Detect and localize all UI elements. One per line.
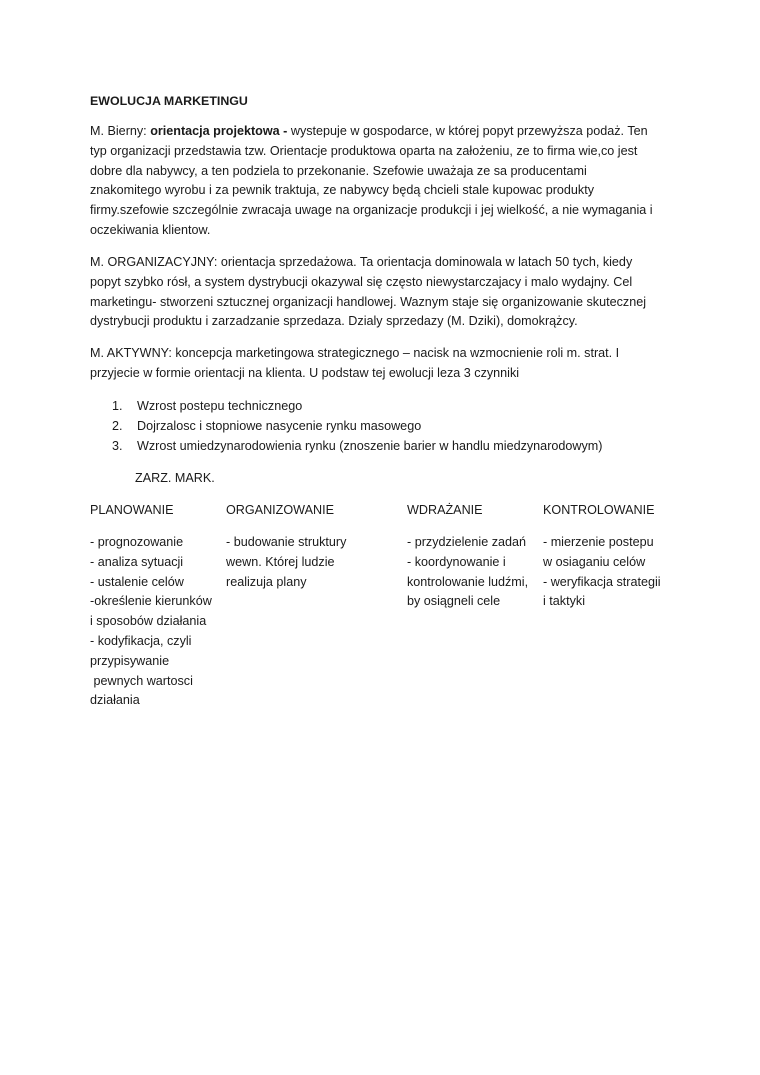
paragraph-line: przyjecie w formie orientacji na klienta. U podstaw tej ewolucji leza 3 czynniki [90,365,520,380]
column-line: -określenie kierunków [90,594,212,609]
column-line: pewnych wartosci [90,673,193,688]
column-wdrazanie [407,501,537,612]
paragraph-line: firmy.szefowie szczególnie zwracaja uwage na organizacje produkcji i jej wielkość, a nie wymagania i [90,203,653,218]
column-line: - przydzielenie zadań [407,535,527,549]
list-text: Dojrzalosc i stopniowe nasycenie rynku masowego [137,418,422,433]
column-header: ORGANIZOWANIE [226,503,334,517]
column-line: - mierzenie postepu [543,535,654,549]
paragraph-line: M. AKTYWNY: koncepcja marketingowa strategicznego – nacisk na wzmocnienie roli m. strat. I [90,346,620,360]
paragraph-line: marketingu- stworzeni sztucznej organizacji handlowej. Waznym staje się organizowanie skutecznej [90,294,647,309]
list-text: Wzrost umiedzynarodowienia rynku (znoszenie barier w handlu miedzynarodowym) [137,438,603,453]
paragraph-prefix: M. Bierny: [90,124,151,138]
paragraph-line-text: wystepuje w gospodarce, w której popyt przewyższa podaż. Ten [290,124,648,138]
paragraph-aktywny [90,344,680,384]
paragraph-line: dystrybucji produktu i zarzadzanie sprzedaza. Dzialy sprzedazy (M. Dziki), domokrążcy. [90,314,578,329]
column-line: - koordynowanie i [407,554,506,569]
column-line: i taktyki [543,594,585,609]
list-number: 1. [112,399,123,413]
document-title: EWOLUCJA MARKETINGU [90,94,248,108]
column-planowanie [90,501,220,711]
column-line: - prognozowanie [90,535,184,549]
paragraph-bierny [90,122,680,241]
column-line: - analiza sytuacji [90,554,184,569]
column-line: w osiaganiu celów [543,554,646,569]
list-text: Wzrost postepu technicznego [137,399,303,413]
column-header: KONTROLOWANIE [543,503,655,517]
column-line: przypisywanie [90,653,170,668]
column-header: PLANOWANIE [90,503,174,517]
column-line: - budowanie struktury [226,535,347,549]
paragraph-line: M. ORGANIZACYJNY: orientacja sprzedażowa. Ta orientacja dominowala w latach 50 tych, kiedy [90,255,633,269]
column-line: - weryfikacja strategii [543,574,661,589]
column-line: wewn. Której ludzie [226,554,335,569]
column-line: - kodyfikacja, czyli [90,633,192,648]
column-organizowanie [226,501,396,592]
list-item [112,437,602,457]
section-label: ZARZ. MARK. [135,471,215,485]
column-line: kontrolowanie ludźmi, [407,574,529,589]
paragraph-line: dobre dla nabywcy, a ten podziela to przekonanie. Szefowie uważaja ze sa producentami [90,163,587,178]
column-line: działania [90,693,140,708]
list-item [112,417,602,437]
paragraph-organizacyjny [90,253,680,332]
column-header: WDRAŻANIE [407,503,483,517]
paragraph-line: typ organizacji przedstawia tzw. Orientacje produktowa oparta na założeniu, ze to firma wie,co jest [90,143,638,158]
paragraph-line [90,122,680,142]
column-line: i sposobów działania [90,614,207,629]
list-number: 3. [112,438,123,453]
column-kontrolowanie [543,501,673,612]
bold-term: orientacja projektowa - [150,124,291,138]
paragraph-line: oczekiwania klientow. [90,222,211,237]
column-line: - ustalenie celów [90,574,184,589]
paragraph-line: znakomitego wyrobu i za pewnik traktuja, ze nabywcy będą chcieli stale kupowac produkty [90,183,595,198]
list-number: 2. [112,418,123,433]
column-line: realizuja plany [226,574,307,589]
factors-list [112,397,602,456]
column-line: by osiągneli cele [407,594,501,609]
list-item [112,397,602,417]
paragraph-line: popyt szybko rósł, a system dystrybucji okazywal się często niewystarczajacy i malo wydajny. Cel [90,274,633,289]
